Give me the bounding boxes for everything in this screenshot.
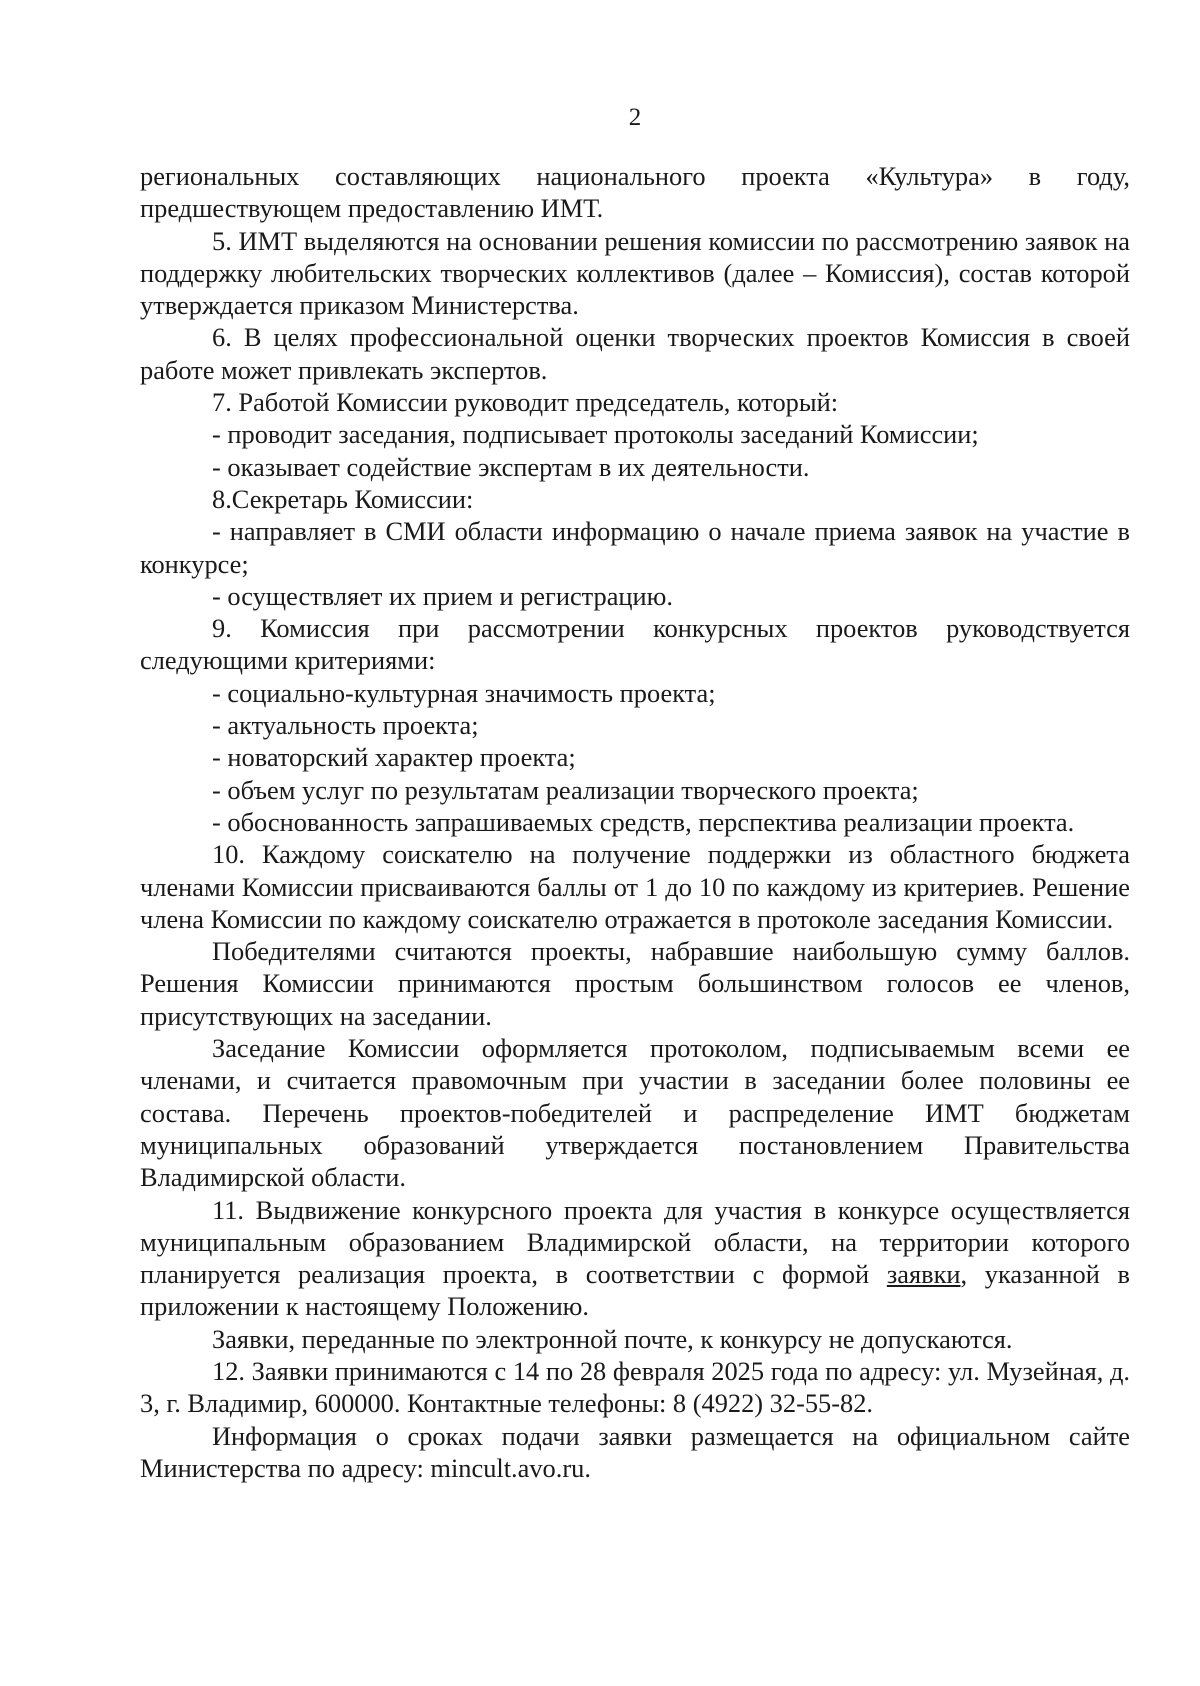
paragraph-continuation: региональных составляющих национального проекта «Культура» в году, предшествующем предоставлению ИМТ. bbox=[140, 161, 1130, 224]
paragraph-5: 5. ИМТ выделяются на основании решения комиссии по рассмотрению заявок на поддержку любительских творческих коллективов (далее – Комиссия), состав которой утверждается приказом Министерства. bbox=[140, 225, 1130, 321]
paragraph-8: 8.Секретарь Комиссии: bbox=[212, 483, 474, 514]
list-item: - актуальность проекта; bbox=[212, 710, 479, 741]
paragraph-7: 7. Работой Комиссии руководит председатель, который: bbox=[212, 387, 839, 418]
list-item: - объем услуг по результатам реализации творческого проекта; bbox=[212, 774, 919, 805]
paragraph-12: 12. Заявки принимаются с 14 по 28 февраля 2025 года по адресу: ул. Музейная, д. 3, г. Владимир, 600000. Контактные телефоны: 8 (4922) 32-55-82. bbox=[140, 1355, 1130, 1419]
paragraph-11-text-end: , указанной в приложении к настоящему Положению. bbox=[140, 1259, 1130, 1322]
paragraph-11 bbox=[140, 1194, 1130, 1323]
document-body bbox=[140, 160, 1130, 1484]
paragraph-11-text: 11. Выдвижение конкурсного проекта для участия в конкурсе осуществляется муниципальным образованием Владимирской области, на территории которого планируется реализация проекта, в соответствии с формой bbox=[140, 1194, 1130, 1290]
paragraph-email-note: Заявки, переданные по электронной почте, к конкурсу не допускаются. bbox=[212, 1323, 1013, 1354]
list-item: - направляет в СМИ области информацию о начале приема заявок на участие в конкурсе; bbox=[140, 516, 1130, 579]
page-number: 2 bbox=[628, 104, 642, 131]
paragraph-6: 6. В целях профессиональной оценки творческих проектов Комиссия в своей работе может привлекать экспертов. bbox=[140, 322, 1130, 385]
list-item: - социально-культурная значимость проекта; bbox=[212, 677, 716, 708]
paragraph-meeting: Заседание Комиссии оформляется протоколом, подписываемым всеми ее членами, и считается правомочным при участии в заседании более половины ее состава. Перечень проектов-победителей и распределение ИМТ бюджетам муниципальных образований утверждается постановлением Правительства Владимирской области. bbox=[140, 1033, 1130, 1193]
list-item: - новаторский характер проекта; bbox=[212, 742, 576, 773]
list-item: - обоснованность запрашиваемых средств, перспектива реализации проекта. bbox=[212, 806, 1075, 837]
paragraph-10: 10. Каждому соискателю на получение поддержки из областного бюджета членами Комиссии присваиваются баллы от 1 до 10 по каждому из критериев. Решение члена Комиссии по каждому соискателю отражается в протоколе заседания Комиссии. bbox=[140, 839, 1130, 934]
paragraph-9: 9. Комиссия при рассмотрении конкурсных проектов руководствуется следующими критериями: bbox=[140, 613, 1130, 676]
list-item: - оказывает содействие экспертам в их деятельности. bbox=[212, 451, 810, 482]
list-item: - проводит заседания, подписывает протоколы заседаний Комиссии; bbox=[212, 419, 979, 450]
application-form-link[interactable]: заявки bbox=[886, 1259, 961, 1290]
paragraph-info: Информация о сроках подачи заявки размещается на официальном сайте Министерства по адресу: mincult.avo.ru. bbox=[140, 1420, 1130, 1483]
paragraph-winners: Победителями считаются проекты, набравшие наибольшую сумму баллов. Решения Комиссии принимаются простым большинством голосов ее членов, присутствующих на заседании. bbox=[140, 936, 1130, 1031]
list-item: - осуществляет их прием и регистрацию. bbox=[212, 580, 673, 611]
